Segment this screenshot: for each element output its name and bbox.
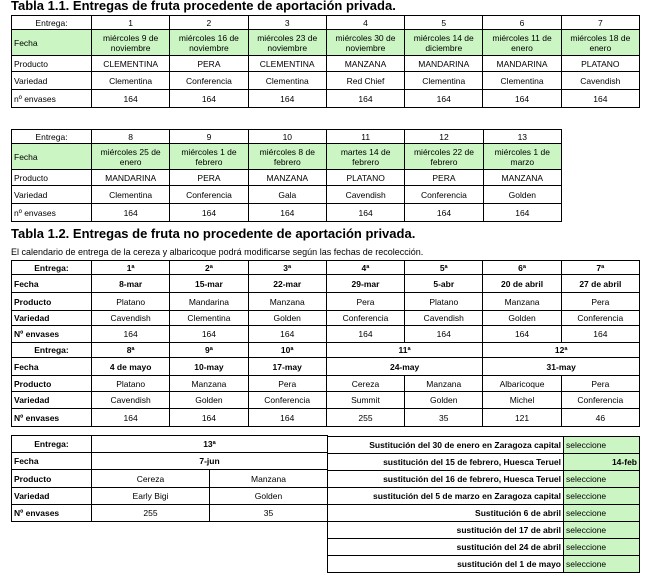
- envases-cell: 164: [170, 90, 248, 108]
- fecha-cell: miércoles 8 de febrero: [248, 144, 326, 170]
- producto-cell: PERA: [405, 170, 483, 186]
- entrega-num: 8ª: [92, 343, 170, 358]
- envases-cell: 164: [326, 204, 404, 222]
- producto-cell: MANZANA: [326, 56, 404, 72]
- fecha-cell: 15-mar: [170, 275, 248, 293]
- envases-row: [12, 409, 640, 427]
- fecha-cell: 4 de mayo: [92, 358, 170, 376]
- entrega-num: 3: [248, 16, 326, 30]
- entrega-num: 7: [561, 16, 639, 30]
- variedad-label: Variedad: [12, 72, 92, 90]
- producto-cell: PERA: [170, 56, 248, 72]
- fecha-cell: 17-may: [248, 358, 326, 376]
- producto-row: [12, 470, 328, 488]
- variedad-cell: Golden: [483, 186, 561, 204]
- variedad-cell: Clementina: [92, 72, 170, 90]
- variedad-cell: Cavendish: [92, 392, 170, 409]
- sustitucion-select[interactable]: seleccione: [564, 539, 640, 556]
- envases-cell: 164: [405, 204, 483, 222]
- entrega-num: 6: [483, 16, 561, 30]
- envases-label: Nº envases: [12, 326, 92, 343]
- sustitucion-row: [328, 539, 640, 556]
- sustitucion-label: sustitución del 17 de abril: [328, 522, 564, 539]
- producto-row: [12, 376, 640, 392]
- producto-cell: Cereza: [326, 376, 404, 392]
- entrega-num: 3ª: [248, 261, 326, 275]
- envases-cell: 164: [561, 326, 639, 343]
- entrega-num: 2ª: [170, 261, 248, 275]
- producto-cell: Pera: [326, 293, 404, 311]
- fecha-cell: miércoles 22 de febrero: [405, 144, 483, 170]
- entrega-num: 4ª: [326, 261, 404, 275]
- sustitucion-label: sustitución del 15 de febrero, Huesca Teruel: [328, 454, 564, 471]
- sustitucion-row: [328, 471, 640, 488]
- envases-cell: 164: [405, 90, 483, 108]
- sustitucion-row: [328, 522, 640, 539]
- sustitucion-row: [328, 437, 640, 454]
- envases-cell: 164: [483, 326, 561, 343]
- entrega-num: 1: [92, 16, 170, 30]
- variedad-row: [12, 186, 562, 204]
- envases-row: [12, 90, 640, 108]
- envases-cell: 164: [92, 204, 170, 222]
- fecha-row: [12, 358, 640, 376]
- entrega-num: 9ª: [170, 343, 248, 358]
- entrega-row: [12, 130, 562, 144]
- variedad-cell: Golden: [170, 392, 248, 409]
- sustitucion-row: [328, 488, 640, 505]
- entrega-num: 12: [405, 130, 483, 144]
- entrega-num: 10ª: [248, 343, 326, 358]
- variedad-cell: Cavendish: [92, 311, 170, 326]
- producto-cell: Platano: [92, 293, 170, 311]
- envases-cell: 164: [92, 326, 170, 343]
- producto-cell: CLEMENTINA: [248, 56, 326, 72]
- fecha-cell: 27 de abril: [561, 275, 639, 293]
- envases-cell: 35: [210, 505, 328, 522]
- variedad-cell: Clementina: [92, 186, 170, 204]
- envases-row: [12, 505, 328, 522]
- variedad-cell: Conferencia: [170, 186, 248, 204]
- entrega-num: 12ª: [483, 343, 640, 358]
- entrega-label: Entrega:: [12, 436, 92, 453]
- producto-label: Producto: [12, 56, 92, 72]
- producto-cell: MANDARINA: [92, 170, 170, 186]
- variedad-cell: Clementina: [170, 311, 248, 326]
- sustitucion-label: sustitución del 1 de mayo: [328, 556, 564, 573]
- sustitucion-select[interactable]: seleccione: [564, 437, 640, 454]
- fecha-cell: 31-may: [483, 358, 640, 376]
- entrega-num: 10: [248, 130, 326, 144]
- producto-cell: Mandarina: [170, 293, 248, 311]
- sustituciones-table: [327, 436, 640, 573]
- sustitucion-select[interactable]: seleccione: [564, 488, 640, 505]
- fecha-cell: 22-mar: [248, 275, 326, 293]
- envases-cell: 164: [248, 326, 326, 343]
- fecha-cell: miércoles 9 de noviembre: [92, 30, 170, 56]
- fecha-cell: 5-abr: [405, 275, 483, 293]
- sustitucion-select[interactable]: 14-feb: [564, 454, 640, 471]
- producto-cell: Cereza: [92, 470, 210, 488]
- fecha-cell: martes 14 de febrero: [326, 144, 404, 170]
- entrega-num: 4: [326, 16, 404, 30]
- sustitucion-label: Sustitución 6 de abril: [328, 505, 564, 522]
- entrega-row: [12, 343, 640, 358]
- envases-cell: 164: [170, 326, 248, 343]
- variedad-cell: Cavendish: [561, 72, 639, 90]
- tabla-1-2-part1: [11, 260, 640, 427]
- fecha-cell: miércoles 1 de febrero: [170, 144, 248, 170]
- variedad-row: [12, 72, 640, 90]
- entrega-num: 9: [170, 130, 248, 144]
- entrega-label: Entrega:: [12, 343, 92, 358]
- fecha-cell: miércoles 14 de diciembre: [405, 30, 483, 56]
- variedad-cell: Conferencia: [170, 72, 248, 90]
- fecha-row: [12, 275, 640, 293]
- fecha-label: Fecha: [12, 144, 92, 170]
- envases-label: nº envases: [12, 204, 92, 222]
- fecha-cell: miércoles 16 de noviembre: [170, 30, 248, 56]
- entrega-row: [12, 261, 640, 275]
- variedad-row: [12, 488, 328, 505]
- envases-row: [12, 326, 640, 343]
- sustitucion-row: [328, 556, 640, 573]
- entrega-num: 13: [483, 130, 561, 144]
- envases-cell: 121: [483, 409, 561, 427]
- tabla-1-1-part2: [11, 129, 562, 222]
- fecha-label: Fecha: [12, 30, 92, 56]
- variedad-cell: Conferencia: [326, 311, 404, 326]
- sustitucion-label: sustitución del 16 de febrero, Huesca Teruel: [328, 471, 564, 488]
- variedad-cell: Conferencia: [561, 392, 639, 409]
- variedad-cell: Conferencia: [405, 186, 483, 204]
- entrega-num: 7ª: [561, 261, 639, 275]
- envases-cell: 164: [483, 204, 561, 222]
- fecha-cell: miércoles 11 de enero: [483, 30, 561, 56]
- producto-cell: Manzana: [405, 376, 483, 392]
- tabla-1-1-title: Tabla 1.1. Entregas de fruta procedente de aportación privada.: [11, 0, 396, 13]
- entrega-num: 1ª: [92, 261, 170, 275]
- fecha-cell: miércoles 23 de noviembre: [248, 30, 326, 56]
- fecha-cell: miércoles 30 de noviembre: [326, 30, 404, 56]
- producto-cell: Manzana: [210, 470, 328, 488]
- variedad-cell: Cavendish: [326, 186, 404, 204]
- fecha-cell: miércoles 18 de enero: [561, 30, 639, 56]
- fecha-cell: 29-mar: [326, 275, 404, 293]
- fecha-cell: 7-jun: [92, 453, 328, 470]
- producto-cell: PLATANO: [561, 56, 639, 72]
- fecha-cell: 8-mar: [92, 275, 170, 293]
- entrega-num: 2: [170, 16, 248, 30]
- producto-cell: Platano: [405, 293, 483, 311]
- variedad-cell: Early Bigi: [92, 488, 210, 505]
- variedad-cell: Michel: [483, 392, 561, 409]
- envases-cell: 164: [326, 90, 404, 108]
- producto-cell: MANZANA: [248, 170, 326, 186]
- envases-row: [12, 204, 562, 222]
- variedad-label: Variedad: [12, 392, 92, 409]
- sustitucion-label: Sustitución del 30 de enero en Zaragoza capital: [328, 437, 564, 454]
- envases-cell: 35: [405, 409, 483, 427]
- fecha-row: [12, 30, 640, 56]
- producto-cell: PERA: [170, 170, 248, 186]
- producto-label: Producto: [12, 470, 92, 488]
- variedad-row: [12, 311, 640, 326]
- entrega-num: 6ª: [483, 261, 561, 275]
- envases-cell: 164: [248, 409, 326, 427]
- producto-cell: Manzana: [170, 376, 248, 392]
- envases-cell: 164: [170, 409, 248, 427]
- fecha-cell: 10-may: [170, 358, 248, 376]
- variedad-cell: Conferencia: [561, 311, 639, 326]
- producto-cell: Pera: [561, 293, 639, 311]
- fecha-cell: 20 de abril: [483, 275, 561, 293]
- envases-cell: 46: [561, 409, 639, 427]
- entrega-num: 5: [405, 16, 483, 30]
- producto-row: [12, 56, 640, 72]
- tabla-1-2-part3: [11, 435, 328, 522]
- sustitucion-label: sustitución del 5 de marzo en Zaragoza capital: [328, 488, 564, 505]
- producto-cell: Platano: [92, 376, 170, 392]
- envases-cell: 164: [326, 326, 404, 343]
- variedad-cell: Summit: [326, 392, 404, 409]
- variedad-cell: Cavendish: [405, 311, 483, 326]
- envases-cell: 164: [561, 90, 639, 108]
- fecha-cell: miércoles 1 de marzo: [483, 144, 561, 170]
- entrega-row: [12, 16, 640, 30]
- envases-cell: 255: [92, 505, 210, 522]
- producto-cell: MANDARINA: [405, 56, 483, 72]
- entrega-num: 8: [92, 130, 170, 144]
- sustitucion-select[interactable]: seleccione: [564, 556, 640, 573]
- variedad-label: Variedad: [12, 488, 92, 505]
- fecha-label: Fecha: [12, 358, 92, 376]
- fecha-label: Fecha: [12, 453, 92, 470]
- envases-label: Nº envases: [12, 409, 92, 427]
- producto-cell: Manzana: [248, 293, 326, 311]
- fecha-cell: 24-may: [326, 358, 483, 376]
- entrega-row: [12, 436, 328, 453]
- producto-cell: CLEMENTINA: [92, 56, 170, 72]
- envases-cell: 164: [92, 409, 170, 427]
- envases-cell: 164: [405, 326, 483, 343]
- producto-cell: Albaricoque: [483, 376, 561, 392]
- entrega-num: 5ª: [405, 261, 483, 275]
- envases-cell: 164: [248, 204, 326, 222]
- variedad-cell: Clementina: [248, 72, 326, 90]
- producto-label: Producto: [12, 376, 92, 392]
- sustitucion-row: [328, 505, 640, 522]
- variedad-cell: Conferencia: [248, 392, 326, 409]
- variedad-label: Variedad: [12, 311, 92, 326]
- sustitucion-select[interactable]: seleccione: [564, 522, 640, 539]
- envases-label: nº envases: [12, 90, 92, 108]
- variedad-cell: Golden: [210, 488, 328, 505]
- producto-row: [12, 170, 562, 186]
- producto-cell: PLATANO: [326, 170, 404, 186]
- variedad-cell: Clementina: [405, 72, 483, 90]
- variedad-cell: Golden: [483, 311, 561, 326]
- envases-cell: 164: [248, 90, 326, 108]
- entrega-num: 13ª: [92, 436, 328, 453]
- variedad-row: [12, 392, 640, 409]
- entrega-num: 11ª: [326, 343, 483, 358]
- variedad-cell: Gala: [248, 186, 326, 204]
- fecha-label: Fecha: [12, 275, 92, 293]
- entrega-label: Entrega:: [12, 130, 92, 144]
- tabla-1-2-note: El calendario de entrega de la cereza y albaricoque podrá modificarse según las fechas de recolección.: [11, 247, 424, 257]
- tabla-1-2-title: Tabla 1.2. Entregas de fruta no procedente de aportación privada.: [11, 226, 416, 241]
- producto-cell: Pera: [248, 376, 326, 392]
- envases-cell: 255: [326, 409, 404, 427]
- producto-label: Producto: [12, 293, 92, 311]
- variedad-cell: Golden: [405, 392, 483, 409]
- envases-cell: 164: [483, 90, 561, 108]
- producto-label: Producto: [12, 170, 92, 186]
- variedad-cell: Red Chief: [326, 72, 404, 90]
- fecha-row: [12, 144, 562, 170]
- variedad-cell: Clementina: [483, 72, 561, 90]
- entrega-label: Entrega:: [12, 16, 92, 30]
- envases-cell: 164: [170, 204, 248, 222]
- envases-cell: 164: [92, 90, 170, 108]
- sustitucion-select[interactable]: seleccione: [564, 505, 640, 522]
- fecha-row: [12, 453, 328, 470]
- envases-label: Nº envases: [12, 505, 92, 522]
- sustitucion-row: [328, 454, 640, 471]
- variedad-cell: Golden: [248, 311, 326, 326]
- producto-cell: MANDARINA: [483, 56, 561, 72]
- entrega-num: 11: [326, 130, 404, 144]
- producto-row: [12, 293, 640, 311]
- fecha-cell: miércoles 25 de enero: [92, 144, 170, 170]
- tabla-1-1-part1: [11, 15, 640, 108]
- entrega-label: Entrega:: [12, 261, 92, 275]
- variedad-label: Variedad: [12, 186, 92, 204]
- producto-cell: MANZANA: [483, 170, 561, 186]
- producto-cell: Manzana: [483, 293, 561, 311]
- sustitucion-select[interactable]: seleccione: [564, 471, 640, 488]
- sustitucion-label: sustitución del 24 de abril: [328, 539, 564, 556]
- producto-cell: Pera: [561, 376, 639, 392]
